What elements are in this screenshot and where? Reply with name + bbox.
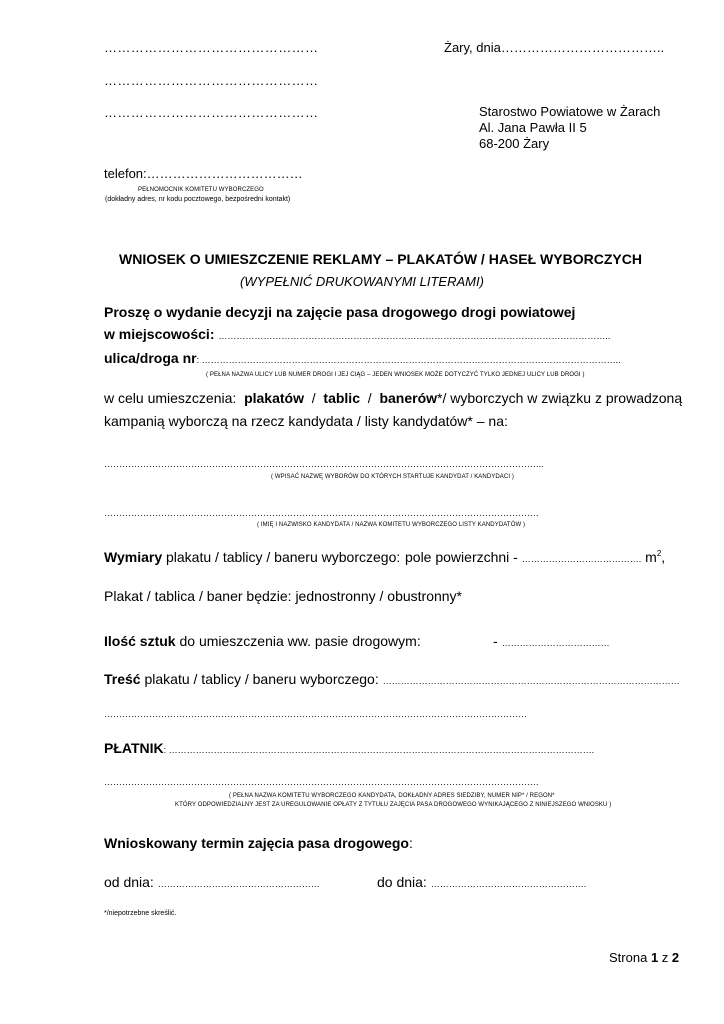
area-field[interactable] (405, 549, 665, 565)
locality-dots: ………………………………………………………………………………………………………………….. (218, 331, 611, 341)
page-number (609, 950, 679, 965)
recipient-city: 68-200 Żary (479, 136, 550, 151)
sender-caption-1: PEŁNOMOCNIK KOMITETU WYBORCZEGO (138, 187, 264, 193)
candidate-caption: ( IMIĘ I NAZWISKO KANDYDATA / NAZWA KOMITETU WYBORCZEGO LISTY KANDYDATÓW ) (257, 522, 526, 528)
sender-line-3[interactable]: ………………………………………… (104, 105, 319, 120)
purpose-rest: */ wyborczych w związku z prowadzoną (437, 390, 683, 406)
candidate-dots[interactable]: ………………………………………………………………………………………………………………………………. (104, 508, 539, 518)
request-line: Proszę o wydanie decyzji na zajęcie pasa drogowego drogi powiatowej (104, 304, 576, 320)
quantity-dots: ……………………………… (501, 638, 610, 648)
content-dots-2[interactable]: …………………………………………………………………………………………………………………………… (104, 709, 527, 719)
date-label: Żary, dnia (444, 40, 501, 55)
date-dots: ……………………………….. (500, 40, 665, 55)
to-date-field[interactable] (377, 874, 586, 890)
from-date-dots: ……………………………………………… (157, 879, 320, 889)
area-unit-comma: , (661, 549, 666, 565)
page-current: 1 (650, 950, 659, 965)
payer-caption-1: ( PEŁNA NAZWA KOMITETU WYBORCZEGO KANDYDATA, DOKŁADNY ADRES SIEDZIBY, NUMER NIP* / REGON* (229, 793, 555, 799)
street-field[interactable] (104, 350, 621, 366)
recipient-street: Al. Jana Pawła II 5 (479, 120, 587, 135)
locality-field[interactable] (104, 326, 610, 342)
purpose-line-1 (104, 390, 684, 406)
page-prefix: Strona (609, 950, 648, 965)
to-date-dots: ……………………………………………. (430, 879, 587, 889)
term-colon: : (408, 835, 413, 851)
payer-label: PŁATNIK (104, 740, 164, 756)
recipient-name: Starostwo Powiatowe w Żarach (479, 104, 661, 119)
payer-dots-2[interactable]: ………………………………………………………………………………………………………………………………. (104, 777, 539, 787)
sides-line[interactable]: Plakat / tablica / baner będzie: jednostronny / obustronny* (104, 588, 462, 604)
quantity-label-rest: do umieszczenia ww. pasie drogowym: (179, 633, 421, 649)
dimensions-label-rest: plakatu / tablicy / baneru wyborczego: (166, 549, 401, 565)
form-subtitle: (WYPEŁNIĆ DRUKOWANYMI LITERAMI) (240, 274, 484, 289)
payer-field[interactable] (104, 740, 594, 756)
content-label-rest: plakatu / tablicy / baneru wyborczego: (144, 671, 379, 687)
content-label-bold: Treść (104, 671, 141, 687)
election-caption: ( WPISAĆ NAZWĘ WYBORÓW DO KTÓRYCH STARTUJE KANDYDAT / KANDYDACI ) (271, 474, 514, 480)
term-label (104, 835, 413, 851)
quantity-label (104, 633, 421, 649)
payer-caption-2: KTÓRY ODPOWIEDZIALNY JEST ZA UREGULOWANIE OPŁATY Z TYTUŁU ZAJĘCIA PASA DROGOWEGO WYNIKAJĄCEGO Z NINIEJSZEGO WNIOSKU ) (175, 802, 612, 808)
purpose-sep-1: / (311, 390, 316, 406)
quantity-label-bold: Ilość sztuk (104, 633, 176, 649)
street-label: ulica/droga nr (104, 350, 197, 366)
term-label-bold: Wnioskowany termin zajęcia pasa drogowego (104, 835, 409, 851)
quantity-field[interactable] (493, 633, 610, 649)
dimensions-label-bold: Wymiary (104, 549, 163, 565)
content-dots: ……………………………………………………………………………………… (382, 676, 680, 686)
from-date-label: od dnia: (104, 874, 154, 890)
page-total: 2 (671, 950, 680, 965)
purpose-line-2: kampanią wyborczą na rzecz kandydata / listy kandydatów* – na: (104, 413, 508, 429)
area-label: pole powierzchni - (405, 549, 518, 565)
area-unit (645, 549, 665, 565)
option-plakatow[interactable]: plakatów (244, 390, 304, 406)
payer-dots: : ……………………………………………………………………………………………………………………………. (163, 745, 595, 755)
election-dots[interactable]: ………………………………………………………………………………………………………………………………... (104, 459, 544, 469)
phone-field[interactable] (104, 166, 303, 181)
content-field[interactable] (104, 671, 680, 687)
area-dots: …………………………………. (521, 554, 642, 564)
area-unit-exp: 2 (656, 549, 662, 558)
to-date-label: do dnia: (377, 874, 427, 890)
from-date-field[interactable] (104, 874, 320, 890)
street-caption: ( PEŁNA NAZWA ULICY LUB NUMER DROGI I JEJ CIĄG – JEDEN WNIOSEK MOŻE DOTYCZYĆ TYLKO JEDNEJ ULICY LUB DROGI ) (206, 372, 585, 378)
option-banerow[interactable]: banerów (379, 390, 438, 406)
purpose-intro: w celu umieszczenia: (104, 390, 237, 406)
page-sep: z (661, 950, 669, 965)
form-title: WNIOSEK O UMIESZCZENIE REKLAMY – PLAKATÓW / HASEŁ WYBORCZYCH (119, 251, 642, 267)
dimensions-label (104, 549, 400, 565)
area-unit-m: m (645, 549, 657, 565)
phone-label: telefon: (104, 166, 147, 181)
phone-dots: ……………………………… (146, 166, 303, 181)
sender-line-2[interactable]: ………………………………………… (104, 73, 319, 88)
option-tablic[interactable]: tablic (323, 390, 360, 406)
date-field[interactable] (444, 40, 664, 55)
street-dots: : ………………………………………………………………………………………………………………………….. (196, 355, 621, 365)
purpose-sep-2: / (367, 390, 372, 406)
sender-caption-2: (dokładny adres, nr kodu pocztowego, bezpośredni kontakt) (105, 196, 291, 203)
sender-line-1[interactable]: ………………………………………… (104, 40, 319, 55)
locality-label: w miejscowości: (104, 326, 215, 342)
quantity-dash: - (493, 633, 498, 649)
footnote: */niepotrzebne skreślić. (104, 910, 177, 917)
